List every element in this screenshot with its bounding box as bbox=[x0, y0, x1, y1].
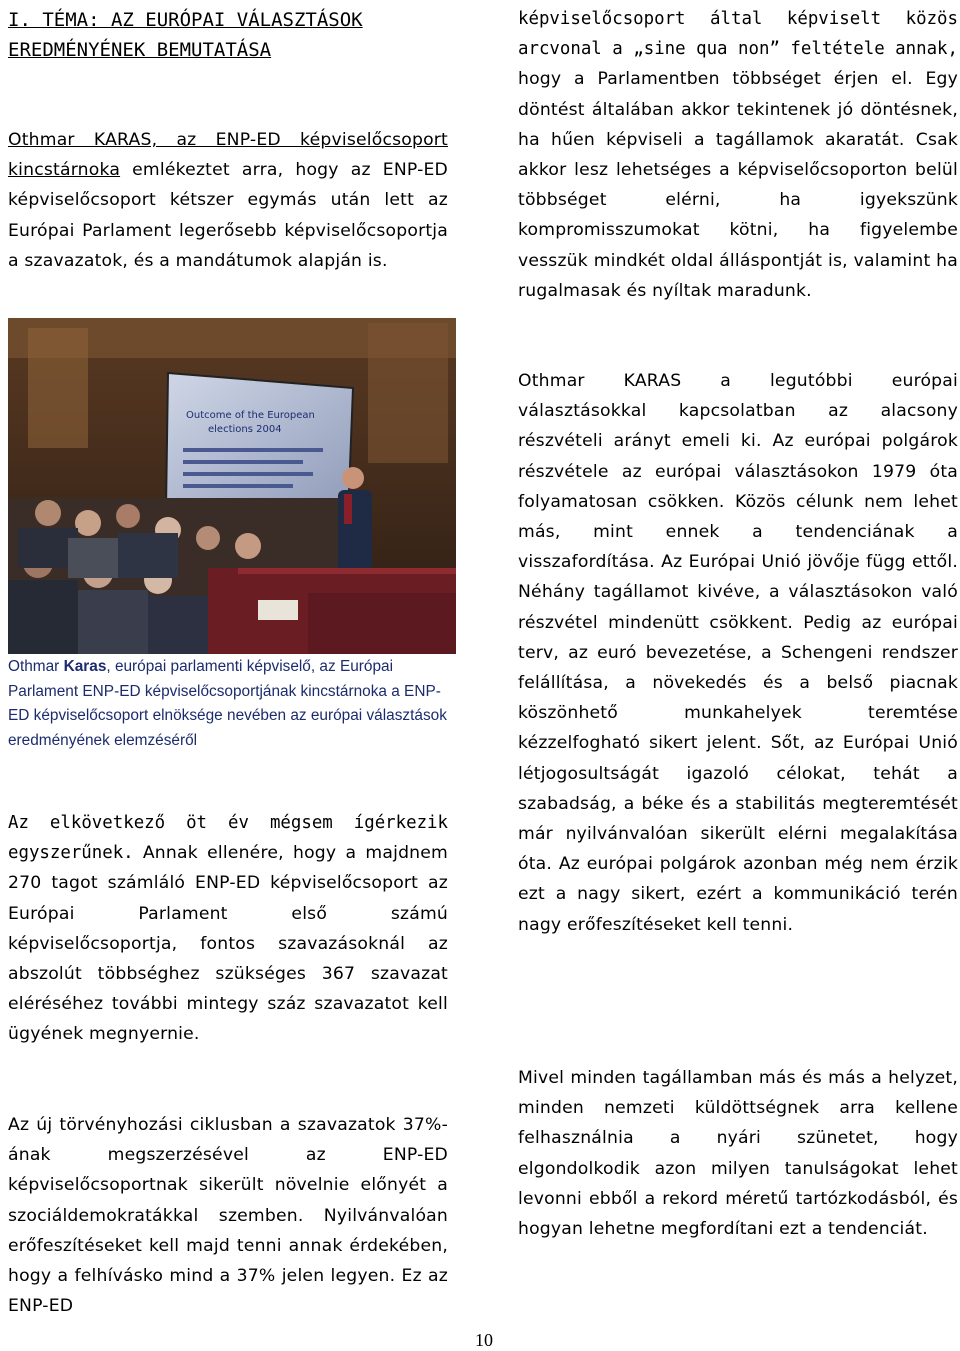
right-paragraph-1-mono: képviselőcsoport által képviselt közös arcvonal a „sine qua non” feltétele annak, bbox=[518, 9, 958, 60]
screen-title-line-2: elections 2004 bbox=[208, 424, 282, 435]
right-paragraph-1 bbox=[518, 4, 958, 306]
left-paragraph-2-text: Annak ellenére, hogy a majdnem 270 tagot számláló ENP-ED képviselőcsoport az Európai Parlament első számú képviselőcsoportja, fontos szavazásoknál az abszolút többséghez szükséges 367 szavazat eléréséhez további mintegy száz szavazatot kell ügyének megnyernie. bbox=[8, 843, 448, 1045]
right-paragraph-1-text: hogy a Parlamentben többséget érjen el. Egy döntést általában akkor tekintenek jó döntésnek, ha hűen képviseli a tagállamok akaratát. Csak akkor lesz lehetséges a képviselőcsoporton belül többséget elérni, ha igyekszünk kompromisszumokat kötni, ha figyelembe vesszük mindkét oldal álláspontját is, valamint ha rugalmasak és nyíltak maradunk. bbox=[518, 69, 958, 301]
left-paragraph-2 bbox=[8, 808, 448, 1050]
left-paragraph-1-text: emlékeztet arra, hogy az ENP-ED képviselőcsoport kétszer egymás után lett az Európai Parlament legerősebb képviselőcsoportja a szavazatok, és a mandátumok alapján is. bbox=[8, 160, 448, 271]
left-paragraph-2-mono: Az elkövetkező öt év mégsem ígérkezik egyszerűnek. bbox=[8, 813, 448, 864]
right-paragraph-2: Othmar KARAS a legutóbbi európai választásokkal kapcsolatban az alacsony részvételi arányt emeli ki. Az európai polgárok részvétele az európai választásokon 1979 óta folyamatosan csökken. Közös célunk nem lehet más, mint ennek a tendenciának a visszafordítása. Az Európai Unió jövője függ ettől. Néhány tagállamot kivéve, a választásokon való részvétel mindenütt csökkent. Pedig az európai terv, az euró bevezetése, a Schengeni rendszer felállítása, a növekedés és a belső piacnak köszönhető munkahelyek teremtése kézzelfogható sikert jelent. Sőt, az Európai Unió létjogosultságát igazoló célokat, tehát a szabadság, a béke és a stabilitás megteremtését már nyilvánvalóan sikerült elérni megalakítása óta. Az európai polgárok azonban még nem érzik ezt a nagy sikert, ezért a kommunikáció terén nagy erőfeszítéseket kell tenni. bbox=[518, 371, 958, 935]
caption-text-rest: , európai parlamenti képviselő, az Európai Parlament ENP-ED képviselőcsoportjának kincstárnoka a ENP-ED képviselőcsoport elnöksége nevében az európai választások eredményének elemzéséről bbox=[8, 658, 447, 749]
karas-link[interactable]: Othmar KARAS, az ENP-ED képviselőcsoport kincstárnoka bbox=[8, 130, 448, 181]
left-paragraph-3: Az új törvényhozási ciklusban a szavazatok 37%-ának megszerzésével az ENP-ED képviselőcsoportnak sikerült növelnie előnyét a szociáldemokratákkal szemben. Nyilvánvalóan erőfeszítéseket kell majd tenni annak érdekében, hogy a felhívásko mind a 37% jelen legyen. Ez az ENP-ED bbox=[8, 1115, 448, 1317]
page-number: 10 bbox=[475, 1330, 493, 1350]
screen-title-line-1: Outcome of the European bbox=[186, 410, 315, 421]
caption-text-start: Othmar bbox=[8, 658, 64, 675]
caption-bold-name: Karas bbox=[63, 658, 107, 675]
photo-caption bbox=[8, 655, 448, 753]
conference-photo bbox=[8, 318, 456, 654]
page-title: I. TÉMA: AZ EURÓPAI VÁLASZTÁSOK EREDMÉNYÉNEK BEMUTATÁSA bbox=[8, 9, 363, 61]
conference-photo-illustration bbox=[8, 318, 456, 654]
right-paragraph-3: Mivel minden tagállamban más és más a helyzet, minden nemzeti küldöttségnek arra kellene felhasználnia a nyári szünetet, hogy elgondolkodik azon milyen tanulságokat lehet levonni ebből a rekord méretű tartózkodásból, és hogyan lehetne megfordítani ezt a tendenciát. bbox=[518, 1068, 958, 1240]
left-paragraph-1 bbox=[8, 125, 448, 276]
